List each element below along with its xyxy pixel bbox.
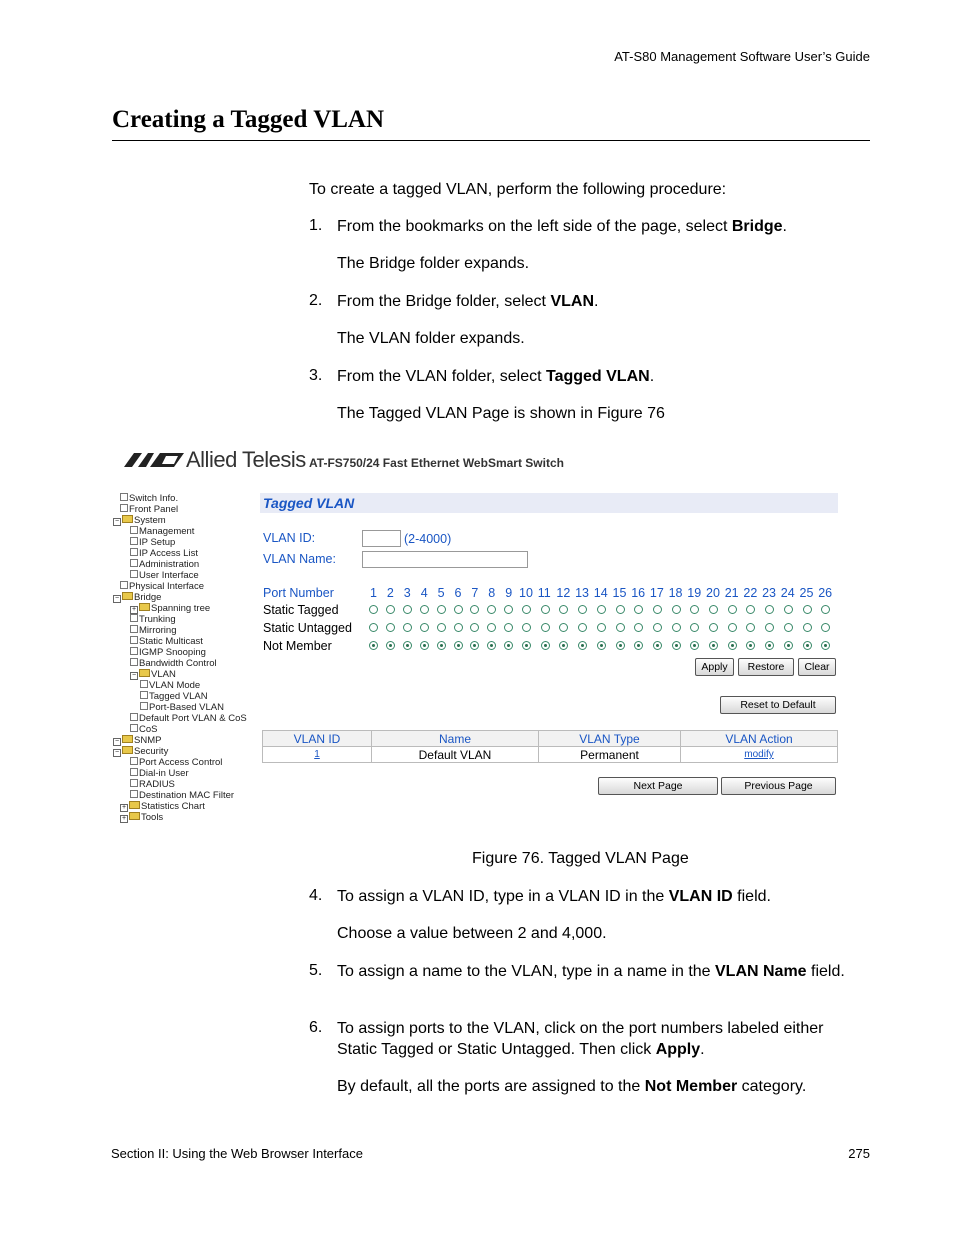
next-page-button[interactable]: Next Page — [598, 777, 718, 795]
port-number[interactable]: 10 — [519, 586, 533, 600]
nav-tree-label: Tools — [141, 812, 164, 823]
nav-tree-item[interactable] — [130, 548, 198, 559]
nav-tree-label: IP Access List — [139, 548, 198, 559]
step-number: 2. — [309, 292, 323, 309]
nav-tree-label: Bridge — [134, 592, 162, 603]
page-icon — [130, 559, 138, 567]
static-untagged-radio[interactable] — [403, 623, 412, 632]
not-member-radio[interactable] — [728, 641, 737, 650]
static-tagged-radio[interactable] — [709, 605, 718, 614]
not-member-radio[interactable] — [470, 641, 479, 650]
row-label-static-untagged: Static Untagged — [263, 621, 352, 635]
vlan-table — [262, 730, 838, 763]
static-tagged-radio[interactable] — [454, 605, 463, 614]
step-text: From the Bridge folder, select VLAN. — [337, 293, 599, 310]
static-untagged-radio[interactable] — [420, 623, 429, 632]
nav-tree-item[interactable] — [130, 757, 222, 768]
collapse-icon[interactable]: − — [114, 595, 120, 602]
nav-tree-item[interactable] — [130, 724, 157, 735]
not-member-radio[interactable] — [821, 641, 830, 650]
not-member-radio[interactable] — [634, 641, 643, 650]
static-untagged-radio[interactable] — [653, 623, 662, 632]
port-number[interactable]: 22 — [743, 586, 758, 600]
page-icon — [130, 724, 138, 732]
static-tagged-radio[interactable] — [369, 605, 378, 614]
port-number[interactable]: 14 — [593, 586, 608, 600]
nav-tree-label: Mirroring — [139, 625, 177, 636]
port-number[interactable]: 9 — [505, 586, 513, 600]
not-member-radio[interactable] — [487, 641, 496, 650]
static-tagged-radio[interactable] — [803, 605, 812, 614]
static-untagged-radio[interactable] — [803, 623, 812, 632]
port-number[interactable]: 26 — [818, 586, 833, 600]
nav-tree-item[interactable] — [113, 515, 166, 526]
figure-screenshot — [110, 445, 840, 835]
nav-tree-label: Administration — [139, 559, 200, 570]
step-note: The VLAN folder expands. — [337, 330, 525, 347]
col-header: Name — [372, 731, 539, 747]
nav-tree-item[interactable] — [113, 746, 168, 757]
static-tagged-radio[interactable] — [470, 605, 479, 614]
static-tagged-radio[interactable] — [504, 605, 513, 614]
modify-link[interactable]: modify — [681, 747, 838, 763]
nav-tree-label: Switch Info. — [129, 493, 179, 504]
not-member-radio[interactable] — [616, 641, 625, 650]
nav-tree-item[interactable] — [120, 581, 204, 592]
nav-tree-item[interactable] — [130, 603, 210, 614]
nav-tree-item[interactable] — [113, 592, 161, 603]
page-icon — [130, 614, 138, 622]
static-tagged-radio[interactable] — [746, 605, 755, 614]
static-tagged-radio[interactable] — [559, 605, 568, 614]
page-title: Tagged VLAN — [263, 495, 355, 511]
not-member-radio[interactable] — [559, 641, 568, 650]
port-number[interactable]: 25 — [799, 586, 814, 600]
nav-tree-label: Static Multicast — [139, 636, 203, 647]
nav-tree-label: Port-Based VLAN — [149, 702, 224, 713]
nav-tree-item[interactable] — [120, 504, 178, 515]
step-text: To assign ports to the VLAN, click on the port numbers labeled either Static Tagged or Static Untagged. Then click Apply. — [337, 1020, 824, 1058]
static-tagged-radio[interactable] — [672, 605, 681, 614]
nav-tree-label: Spanning tree — [151, 603, 211, 614]
nav-tree-item[interactable] — [130, 647, 206, 658]
nav-tree-label: Management — [139, 526, 195, 537]
port-number[interactable]: 19 — [687, 586, 702, 600]
not-member-radio[interactable] — [504, 641, 513, 650]
nav-tree-label: Security — [134, 746, 169, 757]
row-label-static-tagged: Static Tagged — [263, 603, 339, 617]
vlan-id-hint: (2-4000) — [404, 532, 452, 546]
static-untagged-radio[interactable] — [821, 623, 830, 632]
table-cell: Permanent — [539, 747, 681, 763]
nav-tree-item[interactable] — [130, 636, 203, 647]
nav-tree-label: VLAN — [151, 669, 176, 680]
port-number[interactable]: 17 — [649, 586, 664, 600]
static-untagged-radio[interactable] — [541, 623, 550, 632]
folder-icon — [122, 746, 133, 754]
static-tagged-radio[interactable] — [616, 605, 625, 614]
not-member-radio[interactable] — [653, 641, 662, 650]
table-cell: Default VLAN — [372, 747, 539, 763]
page-icon — [120, 504, 128, 512]
port-number[interactable]: 13 — [575, 586, 589, 600]
static-tagged-radio[interactable] — [487, 605, 496, 614]
page-icon — [140, 702, 148, 710]
folder-icon — [139, 603, 150, 611]
port-number[interactable]: 3 — [403, 586, 411, 600]
step-text: To assign a name to the VLAN, type in a name in the VLAN Name field. — [337, 963, 845, 980]
clear-button[interactable]: Clear — [798, 658, 836, 676]
port-number[interactable]: 16 — [631, 586, 646, 600]
page-title-bar — [260, 493, 838, 513]
nav-tree-item[interactable] — [140, 691, 208, 702]
page-icon — [130, 636, 138, 644]
static-tagged-radio[interactable] — [578, 605, 587, 614]
col-header: VLAN ID — [263, 731, 372, 747]
static-untagged-radio[interactable] — [504, 623, 513, 632]
static-untagged-radio[interactable] — [522, 623, 531, 632]
static-untagged-radio[interactable] — [454, 623, 463, 632]
nav-tree — [113, 493, 251, 828]
port-number[interactable]: 8 — [488, 586, 496, 600]
expand-icon[interactable]: + — [121, 815, 127, 822]
step-note: Choose a value between 2 and 4,000. — [337, 925, 607, 942]
vlan-name-input[interactable] — [362, 551, 528, 568]
static-tagged-radio[interactable] — [653, 605, 662, 614]
col-header: VLAN Action — [681, 731, 838, 747]
apply-button[interactable]: Apply — [695, 658, 734, 676]
col-header: VLAN Type — [539, 731, 681, 747]
page-icon — [120, 493, 128, 501]
folder-icon — [122, 735, 133, 743]
collapse-icon[interactable]: − — [131, 672, 137, 679]
step-note: The Tagged VLAN Page is shown in Figure 76 — [337, 405, 665, 422]
static-untagged-radio[interactable] — [672, 623, 681, 632]
folder-icon — [129, 801, 140, 809]
nav-tree-item[interactable] — [130, 614, 176, 625]
not-member-radio[interactable] — [690, 641, 699, 650]
page-icon — [120, 581, 128, 589]
nav-tree-item[interactable] — [120, 812, 163, 823]
expand-icon[interactable]: + — [121, 804, 127, 811]
nav-tree-label: RADIUS — [139, 779, 175, 790]
vlan-id-label: VLAN ID: — [263, 531, 316, 545]
port-number[interactable]: 24 — [780, 586, 795, 600]
nav-tree-item[interactable] — [130, 779, 175, 790]
static-tagged-radio[interactable] — [541, 605, 550, 614]
nav-tree-label: Port Access Control — [139, 757, 223, 768]
allied-telesis-logo-icon — [124, 451, 186, 469]
nav-tree-label: CoS — [139, 724, 158, 735]
figure-caption: Figure 76. Tagged VLAN Page — [472, 850, 689, 867]
static-tagged-radio[interactable] — [437, 605, 446, 614]
static-untagged-radio[interactable] — [487, 623, 496, 632]
page-icon — [130, 713, 138, 721]
not-member-radio[interactable] — [522, 641, 531, 650]
step-number: 1. — [309, 217, 323, 234]
nav-tree-label: Statistics Chart — [141, 801, 205, 812]
nav-tree-item[interactable] — [130, 669, 176, 680]
step-text: To assign a VLAN ID, type in a VLAN ID in the VLAN ID field. — [337, 888, 771, 905]
folder-icon — [129, 812, 140, 820]
static-untagged-radio[interactable] — [386, 623, 395, 632]
expand-icon[interactable]: + — [131, 606, 137, 613]
not-member-radio[interactable] — [403, 641, 412, 650]
folder-icon — [122, 515, 133, 523]
port-number-label: Port Number — [263, 586, 334, 600]
static-untagged-radio[interactable] — [578, 623, 587, 632]
port-number[interactable]: 7 — [471, 586, 479, 600]
page-icon — [130, 658, 138, 666]
folder-icon — [139, 669, 150, 677]
static-untagged-radio[interactable] — [559, 623, 568, 632]
collapse-icon[interactable]: − — [114, 738, 120, 745]
nav-tree-label: Destination MAC Filter — [139, 790, 235, 801]
not-member-radio[interactable] — [709, 641, 718, 650]
running-header: AT-S80 Management Software User’s Guide — [614, 49, 870, 64]
page-icon — [130, 779, 138, 787]
intro-text: To create a tagged VLAN, perform the following procedure: — [309, 181, 727, 198]
nav-tree-label: Default Port VLAN & CoS — [139, 713, 247, 724]
port-number[interactable]: 12 — [556, 586, 571, 600]
step-number: 5. — [309, 962, 323, 979]
static-tagged-radio[interactable] — [821, 605, 830, 614]
nav-tree-item[interactable] — [113, 735, 161, 746]
nav-tree-item[interactable] — [120, 801, 205, 812]
nav-tree-item[interactable] — [130, 768, 189, 779]
not-member-radio[interactable] — [765, 641, 774, 650]
page-icon — [130, 647, 138, 655]
step-note: The Bridge folder expands. — [337, 255, 530, 272]
page-icon — [140, 691, 148, 699]
nav-tree-label: IGMP Snooping — [139, 647, 206, 658]
port-number[interactable]: 6 — [454, 586, 462, 600]
static-untagged-radio[interactable] — [709, 623, 718, 632]
static-tagged-radio[interactable] — [728, 605, 737, 614]
nav-tree-label: SNMP — [134, 735, 162, 746]
reset-to-default-button[interactable]: Reset to Default — [720, 696, 836, 714]
port-number[interactable]: 1 — [370, 586, 377, 600]
not-member-radio[interactable] — [784, 641, 793, 650]
section-title: Creating a Tagged VLAN — [112, 106, 385, 133]
nav-tree-item[interactable] — [130, 713, 247, 724]
static-tagged-radio[interactable] — [784, 605, 793, 614]
step-text: From the VLAN folder, select Tagged VLAN. — [337, 368, 655, 385]
static-untagged-radio[interactable] — [634, 623, 643, 632]
static-untagged-radio[interactable] — [437, 623, 446, 632]
nav-tree-label: Bandwidth Control — [139, 658, 217, 669]
nav-tree-item[interactable] — [130, 559, 199, 570]
static-untagged-radio[interactable] — [470, 623, 479, 632]
static-untagged-radio[interactable] — [690, 623, 699, 632]
nav-tree-item[interactable] — [130, 537, 175, 548]
static-tagged-radio[interactable] — [765, 605, 774, 614]
not-member-radio[interactable] — [420, 641, 429, 650]
page-number: 275 — [848, 1146, 870, 1161]
nav-tree-item[interactable] — [130, 790, 234, 801]
static-tagged-radio[interactable] — [403, 605, 412, 614]
static-tagged-radio[interactable] — [522, 605, 531, 614]
static-untagged-radio[interactable] — [369, 623, 378, 632]
product-name: AT-FS750/24 Fast Ethernet WebSmart Switch — [309, 456, 564, 470]
nav-tree-label: Dial-in User — [139, 768, 189, 779]
port-number[interactable]: 4 — [420, 586, 428, 600]
port-number[interactable]: 21 — [724, 586, 739, 600]
port-number[interactable]: 20 — [706, 586, 720, 600]
page-icon — [130, 790, 138, 798]
step-number: 4. — [309, 887, 323, 904]
static-untagged-radio[interactable] — [746, 623, 755, 632]
step-number: 3. — [309, 367, 323, 384]
folder-icon — [122, 592, 133, 600]
nav-tree-item[interactable] — [140, 680, 200, 691]
nav-tree-label: Front Panel — [129, 504, 179, 515]
nav-tree-label: System — [134, 515, 166, 526]
nav-tree-label: Trunking — [139, 614, 176, 625]
collapse-icon[interactable]: − — [114, 518, 120, 525]
nav-tree-item[interactable] — [130, 625, 176, 636]
page-icon — [130, 570, 138, 578]
not-member-radio[interactable] — [454, 641, 463, 650]
title-rule — [112, 140, 870, 141]
port-number[interactable]: 11 — [537, 586, 551, 600]
page-icon — [130, 548, 138, 556]
nav-tree-label: User Interface — [139, 570, 199, 581]
static-untagged-radio[interactable] — [728, 623, 737, 632]
page-icon — [130, 625, 138, 633]
brand-name: Allied Telesis — [186, 447, 306, 472]
static-untagged-radio[interactable] — [616, 623, 625, 632]
not-member-radio[interactable] — [386, 641, 395, 650]
not-member-radio[interactable] — [597, 641, 606, 650]
static-tagged-radio[interactable] — [597, 605, 606, 614]
static-untagged-radio[interactable] — [784, 623, 793, 632]
step-note: By default, all the ports are assigned to the Not Member category. — [337, 1078, 807, 1095]
row-label-not-member: Not Member — [263, 639, 332, 653]
not-member-radio[interactable] — [578, 641, 587, 650]
previous-page-button[interactable]: Previous Page — [721, 777, 836, 795]
nav-tree-item[interactable] — [140, 702, 224, 713]
static-tagged-radio[interactable] — [634, 605, 643, 614]
nav-tree-item[interactable] — [130, 658, 217, 669]
page-icon — [130, 768, 138, 776]
static-untagged-radio[interactable] — [597, 623, 606, 632]
step-text: From the bookmarks on the left side of the page, select Bridge. — [337, 218, 787, 235]
not-member-radio[interactable] — [672, 641, 681, 650]
static-tagged-radio[interactable] — [420, 605, 429, 614]
nav-tree-label: Physical Interface — [129, 581, 204, 592]
page-icon — [140, 680, 148, 688]
port-number[interactable]: 15 — [612, 586, 627, 600]
port-number[interactable]: 23 — [762, 586, 776, 600]
not-member-radio[interactable] — [437, 641, 446, 650]
port-number[interactable]: 5 — [437, 586, 445, 600]
static-untagged-radio[interactable] — [765, 623, 774, 632]
nav-tree-label: IP Setup — [139, 537, 176, 548]
page-icon — [130, 757, 138, 765]
vlan-name-label: VLAN Name: — [263, 552, 336, 566]
footer-section: Section II: Using the Web Browser Interface — [111, 1146, 363, 1161]
port-number[interactable]: 2 — [386, 586, 394, 600]
static-tagged-radio[interactable] — [386, 605, 395, 614]
page-icon — [130, 526, 138, 534]
step-number: 6. — [309, 1019, 323, 1036]
not-member-radio[interactable] — [369, 641, 378, 650]
not-member-radio[interactable] — [746, 641, 755, 650]
static-tagged-radio[interactable] — [690, 605, 699, 614]
page-icon — [130, 537, 138, 545]
nav-tree-item[interactable] — [130, 526, 194, 537]
nav-tree-label: VLAN Mode — [149, 680, 201, 691]
collapse-icon[interactable]: − — [114, 749, 120, 756]
vlan-id-input[interactable] — [362, 530, 401, 547]
port-number[interactable]: 18 — [668, 586, 683, 600]
not-member-radio[interactable] — [803, 641, 812, 650]
not-member-radio[interactable] — [541, 641, 550, 650]
nav-tree-item[interactable] — [120, 493, 178, 504]
nav-tree-item[interactable] — [130, 570, 199, 581]
restore-button[interactable]: Restore — [738, 658, 794, 676]
vlan-id-link[interactable]: 1 — [263, 747, 372, 763]
nav-tree-label: Tagged VLAN — [149, 691, 208, 702]
